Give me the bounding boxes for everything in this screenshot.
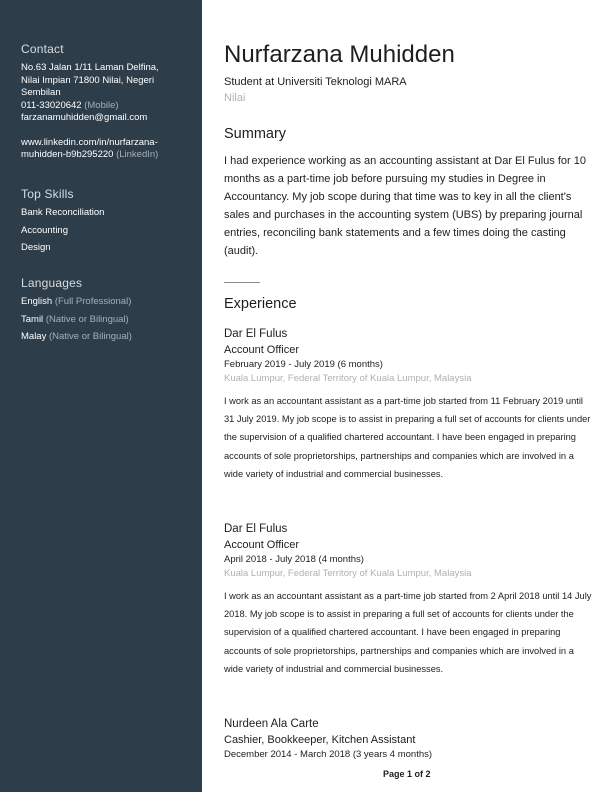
language-item xyxy=(21,296,197,309)
job-company: Nurdeen Ala Carte xyxy=(224,718,319,730)
profile-location: Nilai xyxy=(224,92,246,104)
phone-type-label: (Mobile) xyxy=(84,99,119,111)
language-level: (Native or Bilingual) xyxy=(45,313,129,325)
experience-entry xyxy=(224,522,592,678)
phone-number: 011-33020642 xyxy=(21,99,82,111)
page-number: Page 1 of 2 xyxy=(383,769,431,779)
address-line-3: Sembilan xyxy=(21,87,61,98)
profile-headline: Student at Universiti Teknologi MARA xyxy=(224,76,407,88)
email-link[interactable]: farzanamuhidden@gmail.com xyxy=(21,112,148,123)
job-company: Dar El Fulus xyxy=(224,523,288,535)
language-name: Tamil xyxy=(21,313,44,325)
language-level: (Full Professional) xyxy=(54,296,132,307)
address-line-2: Nilai Impian 71800 Nilai, Negeri xyxy=(21,74,155,86)
sidebar xyxy=(0,0,202,792)
language-item xyxy=(21,314,197,327)
job-dates: December 2014 - March 2018 (3 years 4 months) xyxy=(224,749,433,760)
summary-heading: Summary xyxy=(224,126,287,142)
job-title: Cashier, Bookkeeper, Kitchen Assistant xyxy=(224,734,416,746)
job-description: I work as an accountant assistant as a part-time job started from 11 February 2019 until 31 July 2019. My job scope is to assist in preparing a full set of accounts for clients under the supervision of a qualified chartered accountant. I have been engaged in preparing accounts of sole proprietorships, partnerships and companies which are involved in a wide variety of industrial and commercial businesses. xyxy=(224,396,591,479)
job-dates: February 2019 - July 2019 (6 months) xyxy=(224,359,383,370)
linkedin-link[interactable] xyxy=(21,137,197,162)
job-title: Account Officer xyxy=(224,344,299,356)
job-company: Dar El Fulus xyxy=(224,328,288,340)
experience-entry xyxy=(224,327,592,483)
skill-item: Accounting xyxy=(21,224,69,236)
section-divider xyxy=(224,282,260,283)
job-dates: April 2018 - July 2018 (4 months) xyxy=(224,554,364,565)
skill-item: Bank Reconciliation xyxy=(21,207,105,218)
contact-section xyxy=(21,42,197,162)
language-name: Malay xyxy=(21,331,47,343)
language-name: English xyxy=(21,296,53,307)
job-description: I work as an accountant assistant as a part-time job started from 2 April 2018 until 14 July 2018. My job scope is to assist in preparing a full set of accounts for clients under the supervision of a qualified chartered accountant. I have been engaged in preparing accounts of sole proprietorships, partnerships and companies which are involved in a wide variety of industrial and commercial businesses. xyxy=(224,591,592,674)
skill-item: Design xyxy=(21,242,51,254)
contact-heading: Contact xyxy=(21,42,64,56)
top-skills-section xyxy=(21,187,197,260)
profile-name: Nurfarzana Muhidden xyxy=(224,41,455,68)
languages-section xyxy=(21,276,197,349)
job-location: Kuala Lumpur, Federal Territory of Kuala Lumpur, Malaysia xyxy=(224,373,472,384)
top-skills-heading: Top Skills xyxy=(21,187,74,201)
linkedin-url-line-2[interactable]: muhidden-b9b295220 xyxy=(21,149,114,160)
phone xyxy=(21,100,197,113)
language-level: (Native or Bilingual) xyxy=(48,331,132,343)
languages-heading: Languages xyxy=(21,276,83,290)
linkedin-url-line-1[interactable]: www.linkedin.com/in/nurfarzana- xyxy=(21,136,158,148)
job-location: Kuala Lumpur, Federal Territory of Kuala Lumpur, Malaysia xyxy=(224,568,472,579)
experience-heading: Experience xyxy=(224,296,297,312)
job-title: Account Officer xyxy=(224,539,299,551)
language-item xyxy=(21,331,197,344)
summary-text: I had experience working as an accounting assistant at Dar El Fulus for 10 months as a part-time job before pursuing my studies in Degree in Accountancy. My job scope during that time was to key in all the client's sales and purchases in the accounting system (UBS) by preparing journal entries, reconciling bank statements and a few times doing the casting (audit). xyxy=(224,155,586,258)
experience-entry xyxy=(224,717,592,762)
linkedin-label: (LinkedIn) xyxy=(116,149,159,160)
address-line-1: No.63 Jalan 1/11 Laman Delfina, xyxy=(21,62,159,73)
